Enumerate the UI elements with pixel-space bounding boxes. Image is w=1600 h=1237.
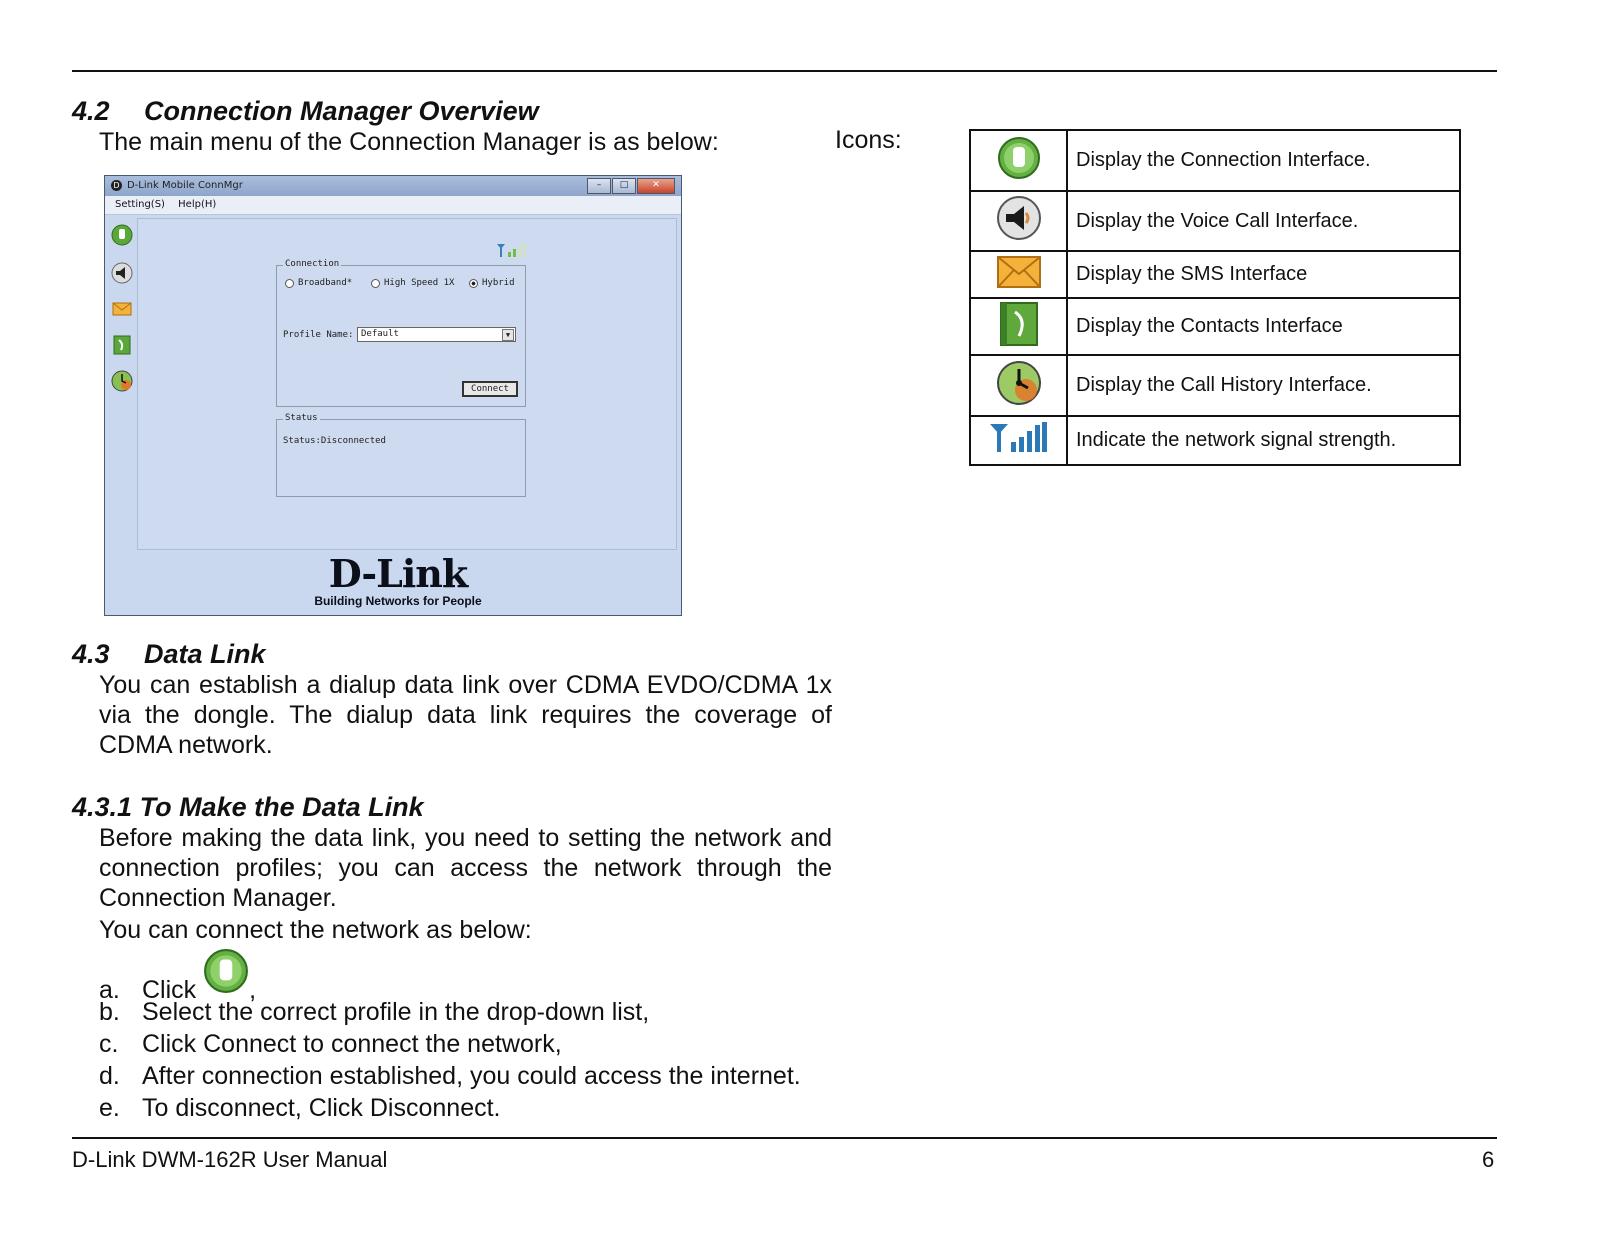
voice-call-icon[interactable]	[111, 262, 133, 284]
step-text: Click	[142, 976, 197, 1004]
section-number: 4.2	[72, 96, 110, 126]
connection-group-label: Connection	[285, 259, 340, 269]
list-item	[99, 1092, 801, 1124]
sms-icon[interactable]	[111, 298, 133, 320]
icon-description: Display the Contacts Interface	[1067, 298, 1460, 355]
logo-tagline: Building Networks for People	[314, 594, 482, 608]
voice-call-icon	[996, 195, 1042, 241]
radio-high-speed[interactable]	[371, 278, 454, 288]
icon-cell	[970, 355, 1067, 416]
page-number: 6	[1482, 1147, 1495, 1172]
icon-description: Display the Call History Interface.	[1067, 355, 1460, 416]
call-history-icon[interactable]	[111, 370, 133, 392]
icon-description: Display the SMS Interface	[1067, 251, 1460, 298]
icon-description: Display the Voice Call Interface.	[1067, 191, 1460, 251]
window-controls	[587, 178, 675, 194]
section-4-3-1-heading	[72, 792, 424, 823]
connection-icon	[203, 948, 249, 994]
list-item	[99, 1060, 801, 1092]
list-item	[99, 960, 801, 1004]
radio-label: Hybrid	[482, 278, 515, 288]
connection-icon[interactable]	[111, 224, 133, 246]
radio-hybrid[interactable]	[469, 278, 515, 288]
list-item	[99, 1028, 801, 1060]
icon-cell	[970, 251, 1067, 298]
icon-cell	[970, 298, 1067, 355]
section-number: 4.3	[72, 639, 110, 669]
section-4-3-1-lead: You can connect the network as below:	[99, 916, 532, 944]
section-number: 4.3.1	[72, 792, 133, 822]
step-letter: b.	[99, 998, 120, 1026]
menu-setting[interactable]: Setting(S)	[115, 199, 165, 210]
step-text: After connection established, you could access the internet.	[142, 1062, 801, 1090]
step-text: To disconnect, Click Disconnect.	[142, 1094, 501, 1122]
section-title: To Make the Data Link	[139, 792, 424, 822]
icon-cell	[970, 416, 1067, 465]
maximize-icon[interactable]: □	[612, 178, 636, 194]
connection-group	[276, 259, 526, 407]
table-row	[970, 298, 1460, 355]
step-letter: c.	[99, 1030, 119, 1058]
call-history-icon	[996, 360, 1042, 406]
section-4-3-body: You can establish a dialup data link over CDMA EVDO/CDMA 1x via the dongle. The dialup data link requires the coverage of CDMA network.	[99, 671, 832, 759]
signal-strength-icon	[496, 242, 528, 258]
status-group	[276, 413, 526, 497]
table-row	[970, 416, 1460, 465]
connect-button[interactable]: Connect	[462, 381, 518, 397]
list-item	[99, 996, 801, 1028]
section-title: Connection Manager Overview	[144, 96, 539, 126]
section-4-3-heading	[72, 639, 266, 670]
icon-description: Indicate the network signal strength.	[1067, 416, 1460, 465]
table-row	[970, 251, 1460, 298]
steps-list	[99, 960, 801, 1124]
close-icon[interactable]: ✕	[637, 178, 675, 194]
table-row	[970, 355, 1460, 416]
radio-label: Broadband*	[298, 278, 353, 288]
profile-select-value: Default	[361, 329, 399, 339]
profile-name-label: Profile Name:	[283, 330, 354, 340]
app-logo-icon: D	[111, 180, 122, 191]
section-4-2-intro: The main menu of the Connection Manager is as below:	[99, 128, 719, 156]
signal-strength-icon	[989, 422, 1049, 454]
connection-panel	[137, 218, 677, 550]
step-text: Click Connect to connect the network,	[142, 1030, 562, 1058]
connection-icon	[997, 136, 1041, 180]
radio-label: High Speed 1X	[384, 278, 455, 288]
icons-label: Icons:	[835, 126, 902, 154]
icon-cell	[970, 130, 1067, 191]
footer-manual-title: D-Link DWM-162R User Manual	[72, 1147, 388, 1172]
connmgr-screenshot	[104, 175, 682, 616]
step-letter: d.	[99, 1062, 120, 1090]
logo-main: D-Link	[328, 551, 468, 596]
minimize-icon[interactable]: –	[587, 178, 611, 194]
window-title: D-Link Mobile ConnMgr	[127, 180, 243, 191]
radio-broadband[interactable]	[285, 278, 352, 288]
contacts-icon	[999, 302, 1039, 346]
profile-select[interactable]	[357, 327, 516, 342]
header-rule	[72, 70, 1497, 72]
contacts-icon[interactable]	[111, 334, 133, 356]
step-suffix: ,	[249, 976, 257, 1004]
window-menubar	[105, 196, 681, 215]
sidebar-icons	[109, 218, 137, 588]
icon-cell	[970, 191, 1067, 251]
footer-rule	[72, 1137, 1497, 1139]
table-row	[970, 191, 1460, 251]
section-4-2-heading	[72, 96, 539, 127]
icons-table	[969, 129, 1461, 466]
step-letter: e.	[99, 1094, 120, 1122]
icon-description: Display the Connection Interface.	[1067, 130, 1460, 191]
table-row	[970, 130, 1460, 191]
sms-icon	[997, 256, 1041, 288]
status-group-label: Status	[285, 413, 318, 423]
chevron-down-icon[interactable]: ▼	[502, 329, 514, 341]
menu-help[interactable]: Help(H)	[178, 199, 217, 210]
section-title: Data Link	[144, 639, 266, 669]
step-text: Select the correct profile in the drop-down list,	[142, 998, 650, 1026]
dlink-logo	[313, 551, 483, 608]
section-4-3-1-body: Before making the data link, you need to setting the network and connection profiles; you can access the network through the Connection Manager.	[99, 824, 832, 912]
status-text: Status:Disconnected	[283, 436, 386, 446]
window-titlebar	[105, 176, 681, 196]
step-letter: a.	[99, 976, 120, 1004]
